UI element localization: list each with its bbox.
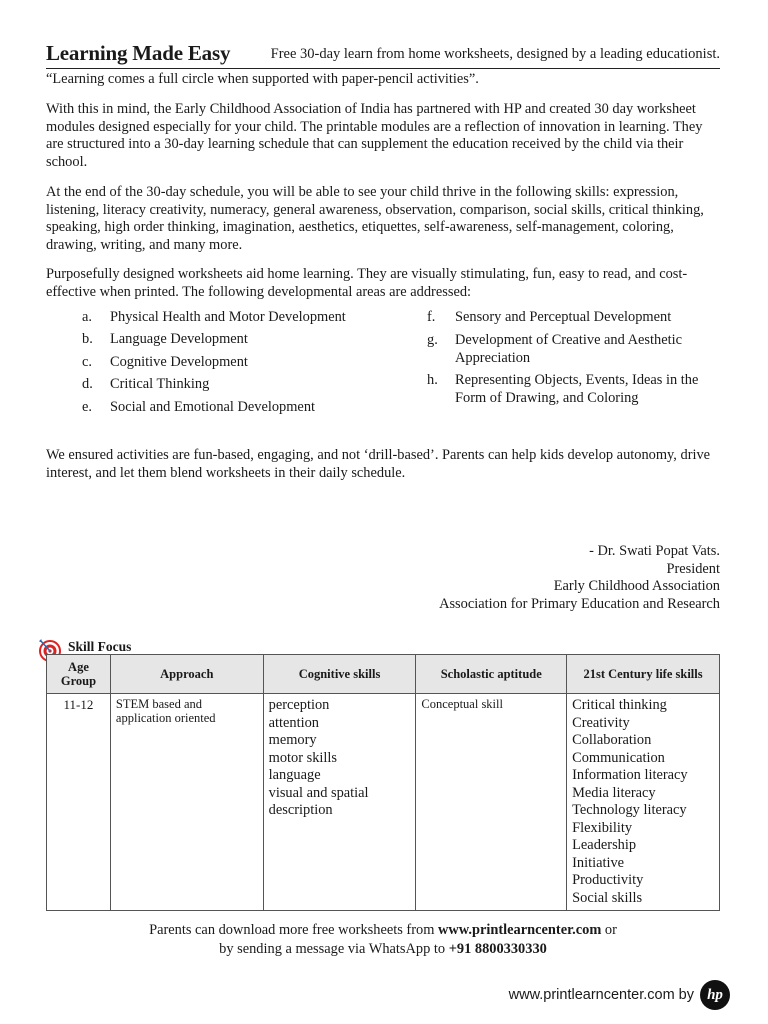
list-text: Sensory and Perceptual Development (455, 309, 672, 325)
life-skill: Leadership (572, 837, 637, 853)
header-cognitive-skills: Cognitive skills (263, 655, 416, 694)
life-skill: Creativity (572, 714, 630, 731)
list-marker: e. (82, 399, 92, 415)
cognitive-skill: motor skills (268, 749, 338, 766)
cell-cognitive-skills (263, 694, 416, 911)
footer-line-1 (46, 921, 720, 940)
header-life-skills: 21st Century life skills (567, 655, 720, 694)
cognitive-skill: visual and spatial (268, 784, 369, 801)
quote-paragraph: “Learning comes a full circle when supported with paper-pencil activities”. (46, 71, 479, 87)
cognitive-skill: description (268, 802, 333, 818)
header-approach: Approach (110, 655, 263, 694)
skills-paragraph: At the end of the 30-day schedule, you will be able to see your child thrive in the following skills: expression, listening, literacy creativity, numeracy, general awareness, observation, comparison, social skills, critical thinking, speaking, high order thinking, imagination, aesthetics, etiquettes, self-awareness, self-management, coloring, drawing, writing, and many more. (46, 184, 704, 253)
whatsapp-number: +91 8800330330 (448, 941, 547, 957)
footer-text: or (601, 922, 617, 938)
life-skill: Flexibility (572, 819, 633, 836)
list-marker: b. (82, 331, 93, 347)
life-skill: Communication (572, 749, 665, 766)
life-skill: Information literacy (572, 767, 688, 783)
list-text: Social and Emotional Development (110, 399, 316, 415)
page-title: Learning Made Easy (46, 41, 231, 65)
brand-text: www.printlearncenter.com by (508, 987, 694, 1003)
website-link[interactable]: www.printlearncenter.com (438, 922, 602, 938)
list-marker: c. (82, 354, 92, 370)
page-header (46, 40, 720, 69)
list-text: Physical Health and Motor Development (110, 309, 346, 325)
life-skill: Productivity (572, 872, 644, 888)
header-scholastic-aptitude: Scholastic aptitude (416, 655, 567, 694)
skill-focus-label: Skill Focus (68, 639, 132, 654)
signature-org: Early Childhood Association (553, 578, 720, 595)
signature-block (439, 543, 720, 613)
life-skill: Collaboration (572, 732, 652, 748)
hp-logo-icon: hp (700, 980, 730, 1010)
cell-age-group: 11-12 (47, 694, 111, 911)
cell-life-skills (567, 694, 720, 911)
life-skill: Initiative (572, 854, 625, 871)
signature-name: - Dr. Swati Popat Vats. (589, 543, 720, 559)
life-skill: Media literacy (572, 784, 656, 801)
footer-text: Parents can download more free worksheets from (149, 922, 438, 938)
list-text: Development of Creative and Aesthetic Appreciation (455, 332, 682, 366)
table-header-row (47, 655, 720, 694)
footer-line-2 (46, 940, 720, 959)
signature-role: President (666, 560, 720, 577)
cognitive-skill: attention (268, 714, 319, 731)
worksheets-paragraph: Purposefully designed worksheets aid home learning. They are visually stimulating, fun, easy to read, and cost-effective when printed. The following developmental areas are addressed: (46, 266, 688, 300)
list-text: Critical Thinking (110, 376, 210, 392)
cognitive-skill: perception (268, 697, 330, 713)
list-marker: f. (427, 309, 436, 325)
list-marker: g. (427, 332, 438, 348)
areas-list-left (82, 309, 402, 419)
cell-scholastic-aptitude: Conceptual skill (416, 694, 567, 911)
list-text: Cognitive Development (110, 354, 248, 370)
cognitive-skill: language (268, 767, 321, 783)
signature-org: Association for Primary Education and Research (439, 595, 720, 612)
closing-paragraph: We ensured activities are fun-based, engaging, and not ‘drill-based’. Parents can help kids develop autonomy, drive interest, and let them blend worksheets in their daily schedule. (46, 447, 711, 481)
page-tagline: Free 30-day learn from home worksheets, designed by a leading educationist. (270, 46, 720, 62)
footer-text: by sending a message via WhatsApp to (219, 941, 449, 957)
cell-approach: STEM based and application oriented (110, 694, 263, 911)
brand-footer (509, 980, 730, 1010)
download-footer (46, 921, 720, 959)
intro-paragraph: With this in mind, the Early Childhood Association of India has partnered with HP and created 30 day worksheet modules designed especially for your child. The printable modules are a reflection of innovation in learning. They are structured into a 30-day learning schedule that can supplement the education received by the child via their school. (46, 101, 703, 170)
list-text: Language Development (110, 331, 248, 347)
life-skill: Technology literacy (572, 802, 687, 818)
cognitive-skill: memory (268, 732, 317, 748)
list-marker: a. (82, 309, 92, 325)
table-row (47, 694, 720, 911)
life-skill: Critical thinking (572, 697, 667, 713)
list-marker: d. (82, 376, 93, 392)
skill-focus-table (46, 654, 720, 911)
areas-list-right (427, 309, 720, 419)
list-marker: h. (427, 372, 438, 388)
header-age-group: Age Group (47, 655, 111, 694)
life-skill: Social skills (572, 889, 643, 906)
list-text: Representing Objects, Events, Ideas in the Form of Drawing, and Coloring (455, 372, 699, 406)
